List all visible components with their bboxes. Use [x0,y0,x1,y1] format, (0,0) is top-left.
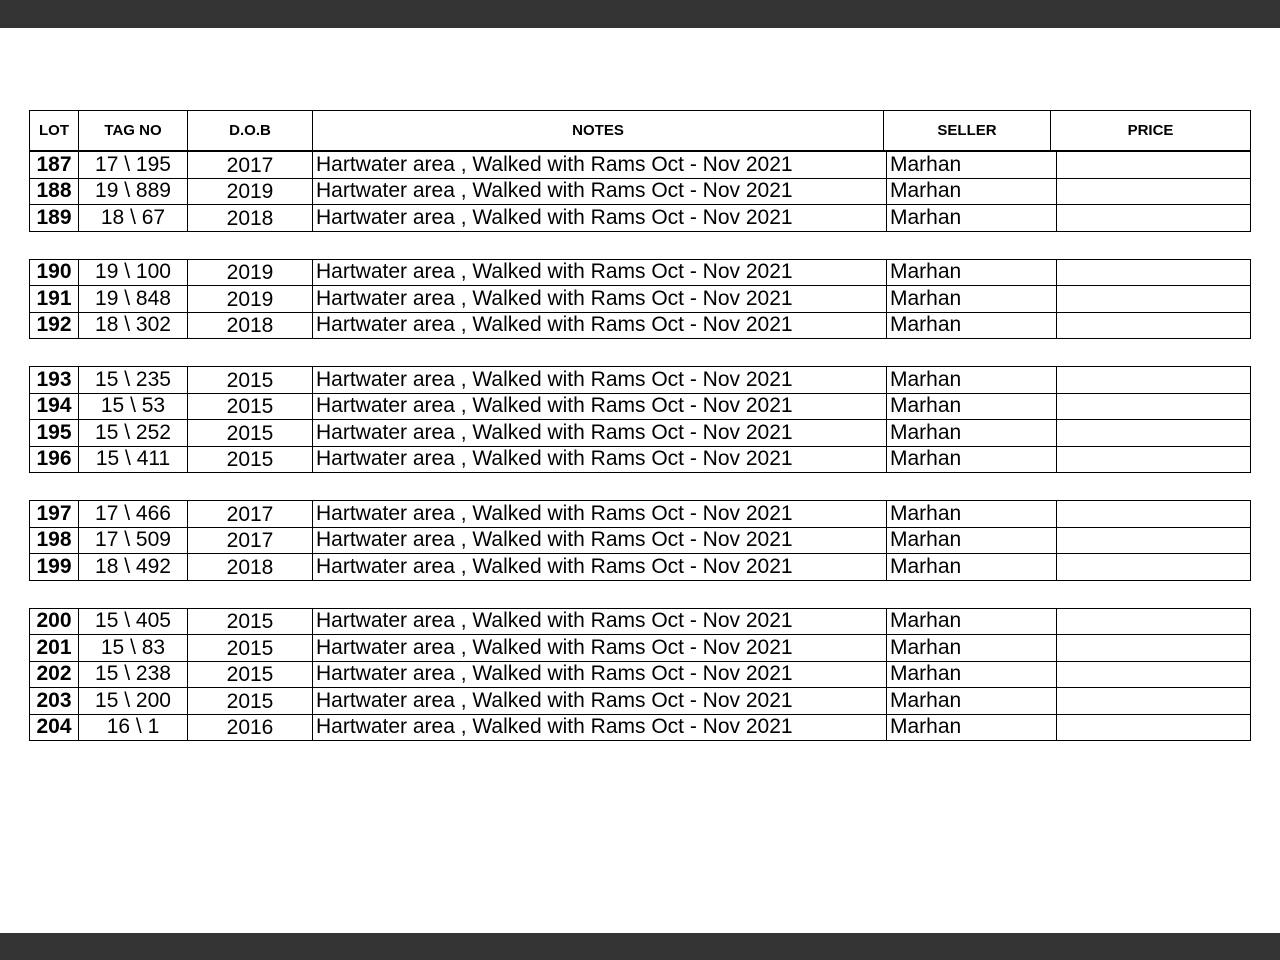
lot-cell: 199 [30,554,79,581]
notes-cell: Hartwater area , Walked with Rams Oct - Nov 2021 [313,527,887,554]
dob-value: 2015 [226,368,274,392]
notes-cell: Hartwater area , Walked with Rams Oct - Nov 2021 [313,420,887,447]
lot-group-table [29,500,1251,581]
table-row [30,714,1251,741]
seller-cell: Marhan [887,393,1057,420]
price-cell [1057,259,1251,286]
seller-cell: Marhan [887,178,1057,205]
tag-no-cell: 15 \ 83 [79,635,188,662]
lot-cell: 201 [30,635,79,662]
price-cell [1057,608,1251,635]
table-row [30,286,1251,313]
dob-value: 2015 [226,689,274,713]
lot-groups [29,151,1251,741]
tag-no-cell: 15 \ 200 [79,688,188,715]
seller-cell: Marhan [887,527,1057,554]
dob-cell [188,688,313,715]
group-spacer [29,581,1251,608]
tag-no-cell: 15 \ 411 [79,446,188,473]
lot-sheet [29,110,1251,741]
tag-no-cell: 15 \ 235 [79,367,188,394]
dob-cell [188,446,313,473]
price-cell [1057,714,1251,741]
dob-value: 2018 [226,206,274,230]
group-spacer [29,339,1251,366]
notes-cell: Hartwater area , Walked with Rams Oct - Nov 2021 [313,205,887,232]
dob-cell [188,367,313,394]
notes-cell: Hartwater area , Walked with Rams Oct - Nov 2021 [313,501,887,528]
notes-cell: Hartwater area , Walked with Rams Oct - Nov 2021 [313,312,887,339]
lot-cell: 193 [30,367,79,394]
seller-cell: Marhan [887,367,1057,394]
tag-no-cell: 17 \ 466 [79,501,188,528]
seller-cell: Marhan [887,661,1057,688]
dob-value: 2015 [226,663,274,687]
lot-cell: 188 [30,178,79,205]
dob-cell [188,286,313,313]
lot-cell: 190 [30,259,79,286]
dob-value: 2019 [226,180,274,204]
notes-cell: Hartwater area , Walked with Rams Oct - Nov 2021 [313,152,887,179]
dob-value: 2015 [226,395,274,419]
dob-cell [188,608,313,635]
dob-value: 2019 [226,287,274,311]
header-table [29,110,1251,151]
header-lot: LOT [30,111,79,151]
top-bar [0,0,1280,28]
table-row [30,367,1251,394]
group-spacer [29,232,1251,259]
lot-group-table [29,259,1251,340]
notes-cell: Hartwater area , Walked with Rams Oct - Nov 2021 [313,393,887,420]
notes-cell: Hartwater area , Walked with Rams Oct - Nov 2021 [313,178,887,205]
table-row [30,178,1251,205]
dob-cell [188,554,313,581]
dob-cell [188,501,313,528]
notes-cell: Hartwater area , Walked with Rams Oct - Nov 2021 [313,608,887,635]
tag-no-cell: 17 \ 509 [79,527,188,554]
seller-cell: Marhan [887,688,1057,715]
seller-cell: Marhan [887,152,1057,179]
tag-no-cell: 15 \ 238 [79,661,188,688]
notes-cell: Hartwater area , Walked with Rams Oct - Nov 2021 [313,259,887,286]
lot-cell: 191 [30,286,79,313]
notes-cell: Hartwater area , Walked with Rams Oct - Nov 2021 [313,446,887,473]
dob-value: 2017 [226,153,274,177]
seller-cell: Marhan [887,446,1057,473]
dob-value: 2018 [226,555,274,579]
header-row [30,111,1251,151]
table-row [30,152,1251,179]
tag-no-cell: 19 \ 100 [79,259,188,286]
dob-cell [188,714,313,741]
seller-cell: Marhan [887,205,1057,232]
notes-cell: Hartwater area , Walked with Rams Oct - Nov 2021 [313,367,887,394]
header-seller: SELLER [884,111,1051,151]
dob-value: 2016 [226,716,274,740]
lot-cell: 195 [30,420,79,447]
group-spacer [29,473,1251,500]
seller-cell: Marhan [887,608,1057,635]
dob-cell [188,259,313,286]
dob-value: 2017 [226,529,274,553]
price-cell [1057,420,1251,447]
notes-cell: Hartwater area , Walked with Rams Oct - Nov 2021 [313,714,887,741]
header-notes: NOTES [313,111,884,151]
dob-cell [188,635,313,662]
dob-cell [188,178,313,205]
dob-value: 2015 [226,610,274,634]
lot-cell: 197 [30,501,79,528]
notes-cell: Hartwater area , Walked with Rams Oct - Nov 2021 [313,554,887,581]
notes-cell: Hartwater area , Walked with Rams Oct - Nov 2021 [313,688,887,715]
tag-no-cell: 16 \ 1 [79,714,188,741]
seller-cell: Marhan [887,714,1057,741]
notes-cell: Hartwater area , Walked with Rams Oct - Nov 2021 [313,635,887,662]
tag-no-cell: 15 \ 53 [79,393,188,420]
price-cell [1057,152,1251,179]
tag-no-cell: 17 \ 195 [79,152,188,179]
seller-cell: Marhan [887,286,1057,313]
dob-value: 2015 [226,421,274,445]
dob-value: 2015 [226,636,274,660]
table-row [30,635,1251,662]
price-cell [1057,635,1251,662]
table-row [30,259,1251,286]
seller-cell: Marhan [887,312,1057,339]
dob-value: 2015 [226,448,274,472]
dob-cell [188,661,313,688]
price-cell [1057,393,1251,420]
table-row [30,420,1251,447]
price-cell [1057,554,1251,581]
dob-cell [188,527,313,554]
price-cell [1057,501,1251,528]
lot-cell: 192 [30,312,79,339]
lot-cell: 189 [30,205,79,232]
lot-group-table [29,151,1251,232]
notes-cell: Hartwater area , Walked with Rams Oct - Nov 2021 [313,661,887,688]
lot-cell: 187 [30,152,79,179]
table-row [30,312,1251,339]
price-cell [1057,527,1251,554]
table-row [30,205,1251,232]
table-row [30,688,1251,715]
lot-cell: 202 [30,661,79,688]
lot-cell: 200 [30,608,79,635]
lot-cell: 196 [30,446,79,473]
dob-cell [188,152,313,179]
bottom-bar [0,933,1280,960]
tag-no-cell: 18 \ 492 [79,554,188,581]
table-row [30,393,1251,420]
tag-no-cell: 18 \ 302 [79,312,188,339]
table-row [30,446,1251,473]
tag-no-cell: 19 \ 889 [79,178,188,205]
lot-cell: 194 [30,393,79,420]
price-cell [1057,688,1251,715]
price-cell [1057,178,1251,205]
seller-cell: Marhan [887,420,1057,447]
dob-value: 2018 [226,314,274,338]
tag-no-cell: 19 \ 848 [79,286,188,313]
price-cell [1057,367,1251,394]
table-row [30,501,1251,528]
seller-cell: Marhan [887,501,1057,528]
seller-cell: Marhan [887,554,1057,581]
dob-cell [188,393,313,420]
dob-cell [188,312,313,339]
header-price: PRICE [1051,111,1251,151]
notes-cell: Hartwater area , Walked with Rams Oct - Nov 2021 [313,286,887,313]
seller-cell: Marhan [887,635,1057,662]
table-row [30,554,1251,581]
table-row [30,608,1251,635]
lot-group-table [29,366,1251,473]
lot-cell: 198 [30,527,79,554]
tag-no-cell: 15 \ 405 [79,608,188,635]
dob-value: 2019 [226,261,274,285]
table-row [30,527,1251,554]
header-tag-no: TAG NO [79,111,188,151]
table-row [30,661,1251,688]
price-cell [1057,286,1251,313]
lot-group-table [29,608,1251,742]
lot-cell: 203 [30,688,79,715]
price-cell [1057,205,1251,232]
dob-value: 2017 [226,502,274,526]
dob-cell [188,420,313,447]
header-dob: D.O.B [188,111,313,151]
price-cell [1057,446,1251,473]
dob-cell [188,205,313,232]
tag-no-cell: 18 \ 67 [79,205,188,232]
seller-cell: Marhan [887,259,1057,286]
tag-no-cell: 15 \ 252 [79,420,188,447]
price-cell [1057,312,1251,339]
lot-cell: 204 [30,714,79,741]
price-cell [1057,661,1251,688]
